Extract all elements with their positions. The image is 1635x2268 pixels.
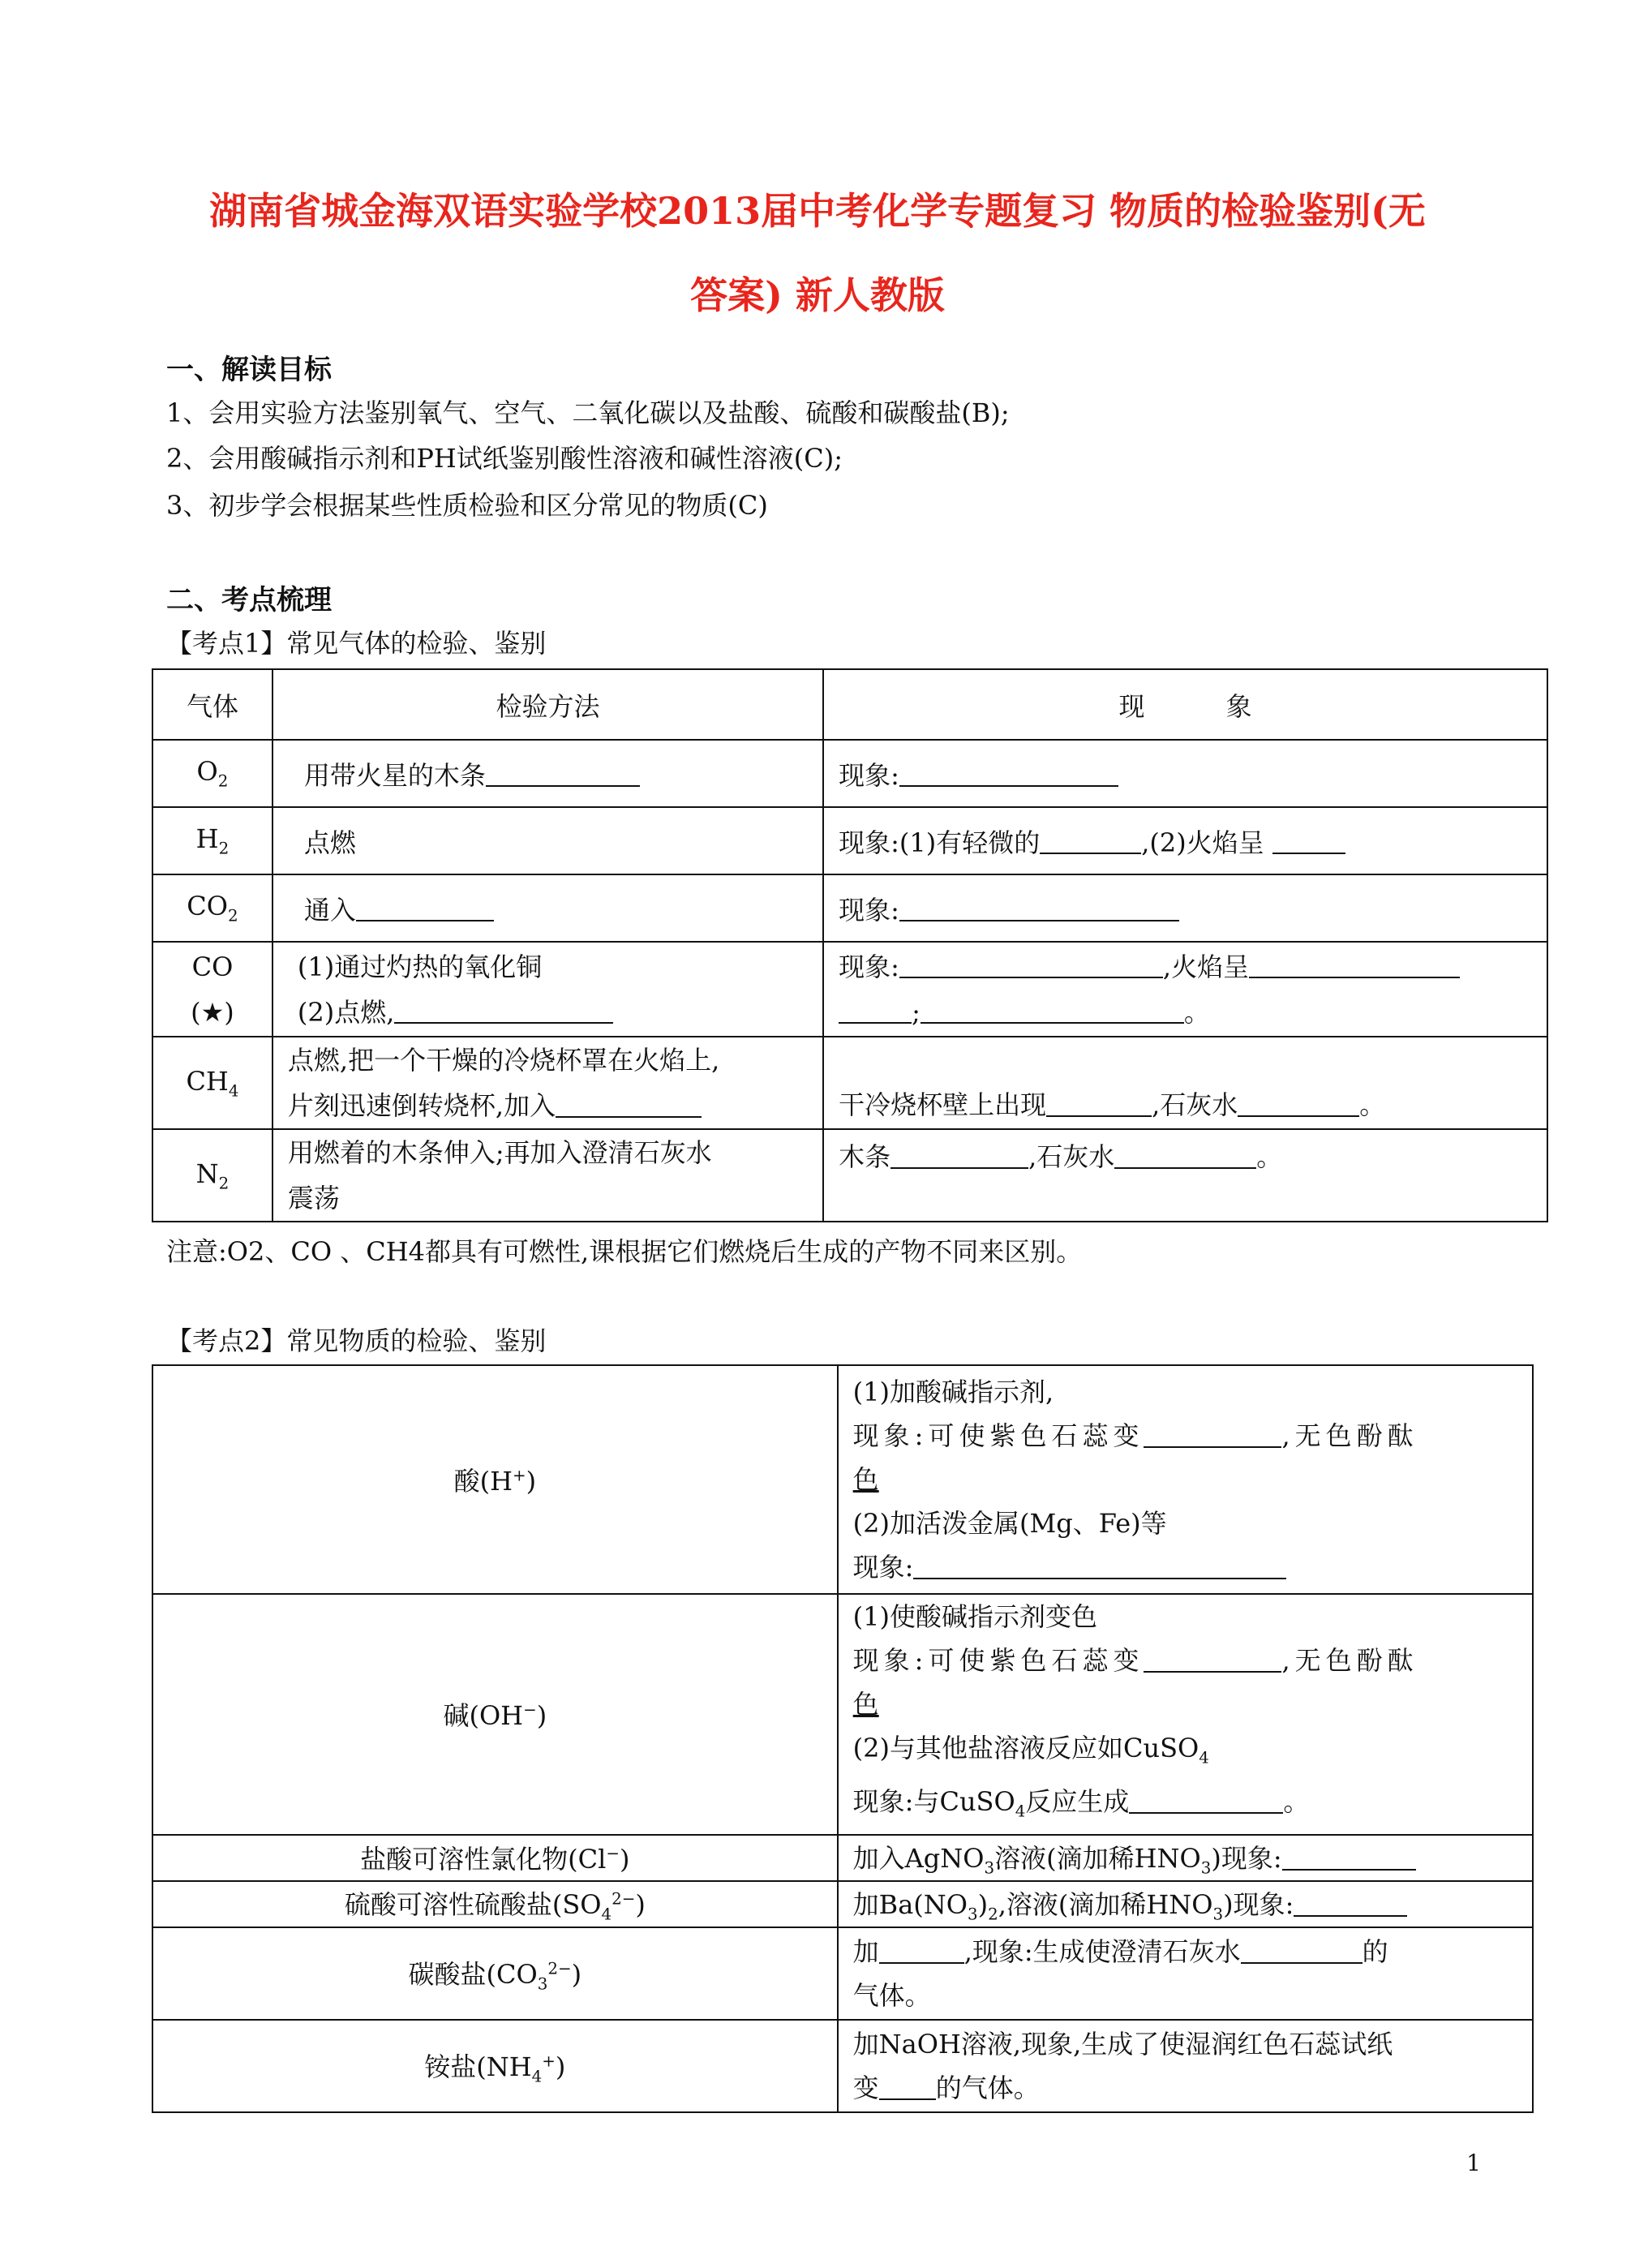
method-co2: 通入 <box>272 874 823 942</box>
table-header-row <box>152 669 1547 740</box>
method-h2: 点燃 <box>272 807 823 874</box>
table-row <box>152 2020 1533 2112</box>
table-row <box>152 1037 1547 1129</box>
phenom-co2: 现象: <box>823 874 1547 942</box>
gas-n2: $N_2$ <box>152 1129 272 1222</box>
method-n2: 用燃着的木条伸入;再加入澄清石灰水 震荡 <box>272 1129 823 1222</box>
acid-test: (1)加酸碱指示剂, 现象:可使紫色石蕊变 ,无色酚酞 色 (2)加活泼金属(Mg、Fe)等 现象: <box>838 1365 1533 1594</box>
gas-o2: $O_2$ <box>152 740 272 807</box>
header-method: 检验方法 <box>272 669 823 740</box>
table-row <box>152 1129 1547 1222</box>
gas-co2: $CO_2$ <box>152 874 272 942</box>
table-row <box>152 1927 1533 2020</box>
phenom-h2: 现象:(1)有轻微的 ,(2)火焰呈 <box>823 807 1547 874</box>
point2-title: 【考点2】常见物质的检验、鉴别 <box>166 1325 547 1356</box>
gas-h2: $H_2$ <box>152 807 272 874</box>
table-row <box>152 874 1547 942</box>
base-test: (1)使酸碱指示剂变色 现象:可使紫色石蕊变 ,无色酚酞 色 (2)与其他盐溶液反应如CuSO$_4$ 现象:与CuSO$_4$反应生成 。 <box>838 1594 1533 1835</box>
table-row <box>152 807 1547 874</box>
gas-test-table <box>152 668 1548 1222</box>
method-ch4: 点燃,把一个干燥的冷烧杯罩在火焰上, 片刻迅速倒转烧杯,加入 <box>272 1037 823 1129</box>
title-line-1: 湖南省城金海双语实验学校2013届中考化学专题复习 物质的检验鉴别(无 <box>209 189 1426 233</box>
method-o2: 用带火星的木条 <box>272 740 823 807</box>
sulfate-name: 硫酸可溶性硫酸盐$(SO_4^{2-})$ <box>152 1881 838 1927</box>
section2-heading: 二、考点梳理 <box>166 584 332 616</box>
title-line-2: 答案) 新人教版 <box>690 273 945 317</box>
phenom-ch4: 干冷烧杯壁上出现 ,石灰水 。 <box>823 1037 1547 1129</box>
sulfate-test: 加$Ba(NO_3)_2$,溶液(滴加稀$HNO_3$)现象: <box>838 1881 1533 1927</box>
objective-2: 2、会用酸碱指示剂和PH试纸鉴别酸性溶液和碱性溶液(C); <box>166 443 843 474</box>
page-number: 1 <box>1466 2150 1481 2176</box>
table-row <box>152 1365 1533 1594</box>
phenom-n2: 木条 ,石灰水 。 <box>823 1129 1547 1222</box>
table-row <box>152 740 1547 807</box>
table-row <box>152 1881 1533 1927</box>
base-name: 碱(OH−) <box>152 1594 838 1835</box>
carbonate-name: 碳酸盐$(CO_3^{2-})$ <box>152 1927 838 2020</box>
table-row <box>152 1594 1533 1835</box>
objective-1: 1、会用实验方法鉴别氧气、空气、二氧化碳以及盐酸、硫酸和碳酸盐(B); <box>166 397 1010 428</box>
section1-heading: 一、解读目标 <box>166 354 332 386</box>
note-text: 注意:O2、CO 、CH4都具有可燃性,课根据它们燃烧后生成的产物不同来区别。 <box>166 1236 1083 1267</box>
gas-co: CO (★) <box>152 942 272 1037</box>
table-row <box>152 1835 1533 1881</box>
header-phenomenon: 现 象 <box>823 669 1547 740</box>
method-co: (1)通过灼热的氧化铜 (2)点燃, <box>272 942 823 1037</box>
chloride-name: 盐酸可溶性氯化物(Cl−) <box>152 1835 838 1881</box>
objective-3: 3、初步学会根据某些性质检验和区分常见的物质(C) <box>166 490 768 521</box>
ammonium-test: 加NaOH溶液,现象,生成了使湿润红色石蕊试纸 变 的气体。 <box>838 2020 1533 2112</box>
ammonium-name: 铵盐$(NH_4^+)$ <box>152 2020 838 2112</box>
acid-name: 酸(H+) <box>152 1365 838 1594</box>
header-gas: 气体 <box>152 669 272 740</box>
chloride-test: 加入AgNO$_3$溶液(滴加稀$HNO_3$)现象: <box>838 1835 1533 1881</box>
phenom-co: 现象: ,火焰呈 ; 。 <box>823 942 1547 1037</box>
carbonate-test: 加 ,现象:生成使澄清石灰水 的 气体。 <box>838 1927 1533 2020</box>
gas-ch4: $CH_4$ <box>152 1037 272 1129</box>
phenom-o2: 现象: <box>823 740 1547 807</box>
substance-test-table <box>152 1364 1534 2113</box>
document-title <box>122 169 1513 337</box>
table-row <box>152 942 1547 1037</box>
point1-title: 【考点1】常见气体的检验、鉴别 <box>166 628 547 659</box>
